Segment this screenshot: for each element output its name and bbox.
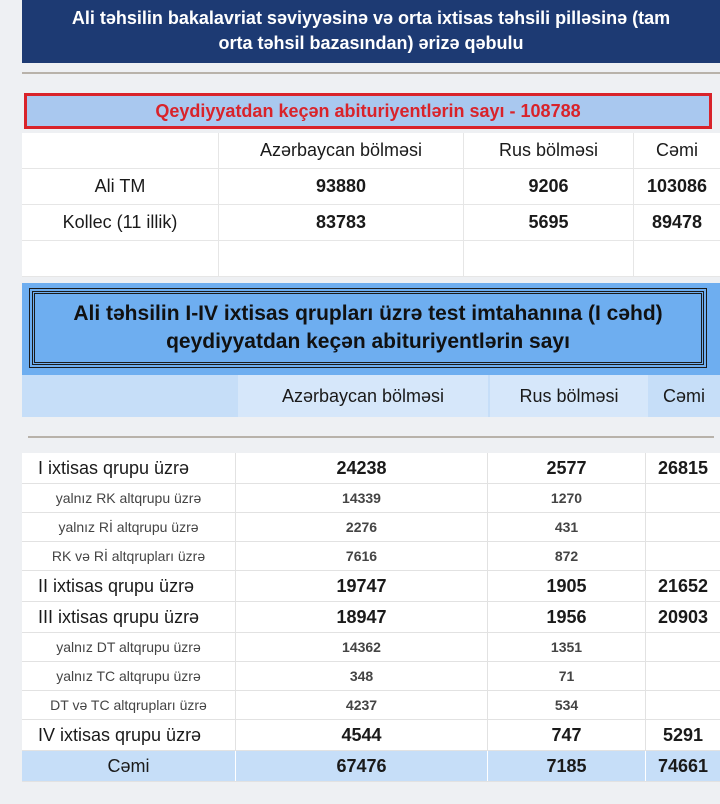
- table-empty-row: [22, 241, 720, 277]
- header-line-1: Ali təhsilin bakalavriat səviyyəsinə və orta ixtisas təhsili pilləsinə (tam: [71, 8, 671, 28]
- cell-az: 2276: [236, 513, 488, 541]
- total-total: 74661: [657, 755, 709, 776]
- cell-ru: 1905: [488, 571, 646, 601]
- table-row: [22, 602, 720, 633]
- column-header-az: Azərbaycan bölməsi: [238, 375, 488, 417]
- cell-ru: 1270: [488, 484, 646, 512]
- cell-az: 93880: [219, 169, 464, 204]
- cell-az: 4544: [236, 720, 488, 750]
- cell-ru: 5695: [464, 205, 634, 240]
- total-az: 67476: [236, 751, 488, 781]
- column-header-ru: Rus bölməsi: [464, 133, 634, 168]
- cell-total: 89478: [651, 212, 703, 232]
- page-header: [22, 0, 720, 63]
- cell-az: 4237: [236, 691, 488, 719]
- table-row: [22, 571, 720, 602]
- row-label: yalnız DT altqrupu üzrə: [22, 633, 236, 661]
- cell-total: 26815: [657, 457, 709, 478]
- row-label: I ixtisas qrupu üzrə: [22, 453, 236, 483]
- cell-total: 5291: [662, 724, 704, 745]
- row-label: yalnız TC altqrupu üzrə: [22, 662, 236, 690]
- cell-az: 18947: [236, 602, 488, 632]
- table-row: [22, 633, 720, 662]
- cell-total: [646, 691, 720, 719]
- cell-total: [646, 513, 720, 541]
- admission-table: [22, 133, 720, 277]
- column-header-ru: Rus bölməsi: [490, 375, 648, 417]
- total-row: [22, 751, 720, 782]
- column-header-total: Cəmi: [648, 375, 720, 417]
- table-row: [22, 484, 720, 513]
- row-label: Ali TM: [22, 169, 219, 204]
- table-row: [22, 720, 720, 751]
- table-row: [22, 542, 720, 571]
- cell-az: 348: [236, 662, 488, 690]
- cell-total: 20903: [657, 606, 709, 627]
- column-header-az: Azərbaycan bölməsi: [219, 133, 464, 168]
- cell-az: 83783: [219, 205, 464, 240]
- cell-total: [646, 662, 720, 690]
- cell-az: 14339: [236, 484, 488, 512]
- cell-az: 7616: [236, 542, 488, 570]
- exam-title-line-2: qeydiyyatdan keçən abituriyentlərin sayı: [166, 330, 570, 353]
- row-label: IV ixtisas qrupu üzrə: [22, 720, 236, 750]
- table-row: [22, 513, 720, 542]
- row-label: DT və TC altqrupları üzrə: [22, 691, 236, 719]
- cell-ru: 71: [488, 662, 646, 690]
- divider: [28, 436, 714, 438]
- cell-az: 19747: [236, 571, 488, 601]
- cell-total: 21652: [657, 575, 709, 596]
- cell-ru: 9206: [464, 169, 634, 204]
- column-header-empty: [22, 375, 236, 417]
- cell-total: [646, 633, 720, 661]
- column-header-empty: [22, 133, 219, 168]
- cell-ru: 431: [488, 513, 646, 541]
- table-row: [22, 169, 720, 205]
- cell-ru: 1956: [488, 602, 646, 632]
- cell-total: 103086: [646, 176, 708, 196]
- cell-az: 14362: [236, 633, 488, 661]
- cell-ru: 872: [488, 542, 646, 570]
- row-label: RK və Rİ altqrupları üzrə: [22, 542, 236, 570]
- exam-title-box: [32, 291, 704, 365]
- exam-title-line-1: Ali təhsilin I-IV ixtisas qrupları üzrə test imtahanına (I cəhd): [73, 302, 663, 325]
- row-label: yalnız RK altqrupu üzrə: [22, 484, 236, 512]
- table-row: [22, 205, 720, 241]
- header-line-2: orta təhsil bazasından) ərizə qəbulu: [218, 33, 524, 53]
- cell-ru: 1351: [488, 633, 646, 661]
- cell-total: [646, 542, 720, 570]
- cell-total: [646, 484, 720, 512]
- column-header-total: Cəmi: [655, 140, 698, 160]
- empty-cell: [22, 241, 219, 276]
- table-row: [22, 691, 720, 720]
- cell-az: 24238: [236, 453, 488, 483]
- spacer: [22, 417, 720, 453]
- table-header-row: [22, 133, 720, 169]
- empty-cell: [634, 241, 720, 276]
- empty-cell: [464, 241, 634, 276]
- registered-count-banner: Qeydiyyatdan keçən abituriyentlərin sayı - 108788: [24, 93, 712, 129]
- exam-table-header: [22, 375, 720, 417]
- table-row: [22, 662, 720, 691]
- row-label: yalnız Rİ altqrupu üzrə: [22, 513, 236, 541]
- row-label: Kollec (11 illik): [22, 205, 219, 240]
- cell-ru: 534: [488, 691, 646, 719]
- exam-title-panel: [22, 283, 720, 375]
- total-ru: 7185: [488, 751, 646, 781]
- table-row: [22, 453, 720, 484]
- cell-ru: 747: [488, 720, 646, 750]
- cell-ru: 2577: [488, 453, 646, 483]
- empty-cell: [219, 241, 464, 276]
- exam-table: [22, 453, 720, 782]
- row-label: II ixtisas qrupu üzrə: [22, 571, 236, 601]
- row-label: III ixtisas qrupu üzrə: [22, 602, 236, 632]
- total-label: Cəmi: [22, 751, 236, 781]
- divider: [22, 72, 720, 74]
